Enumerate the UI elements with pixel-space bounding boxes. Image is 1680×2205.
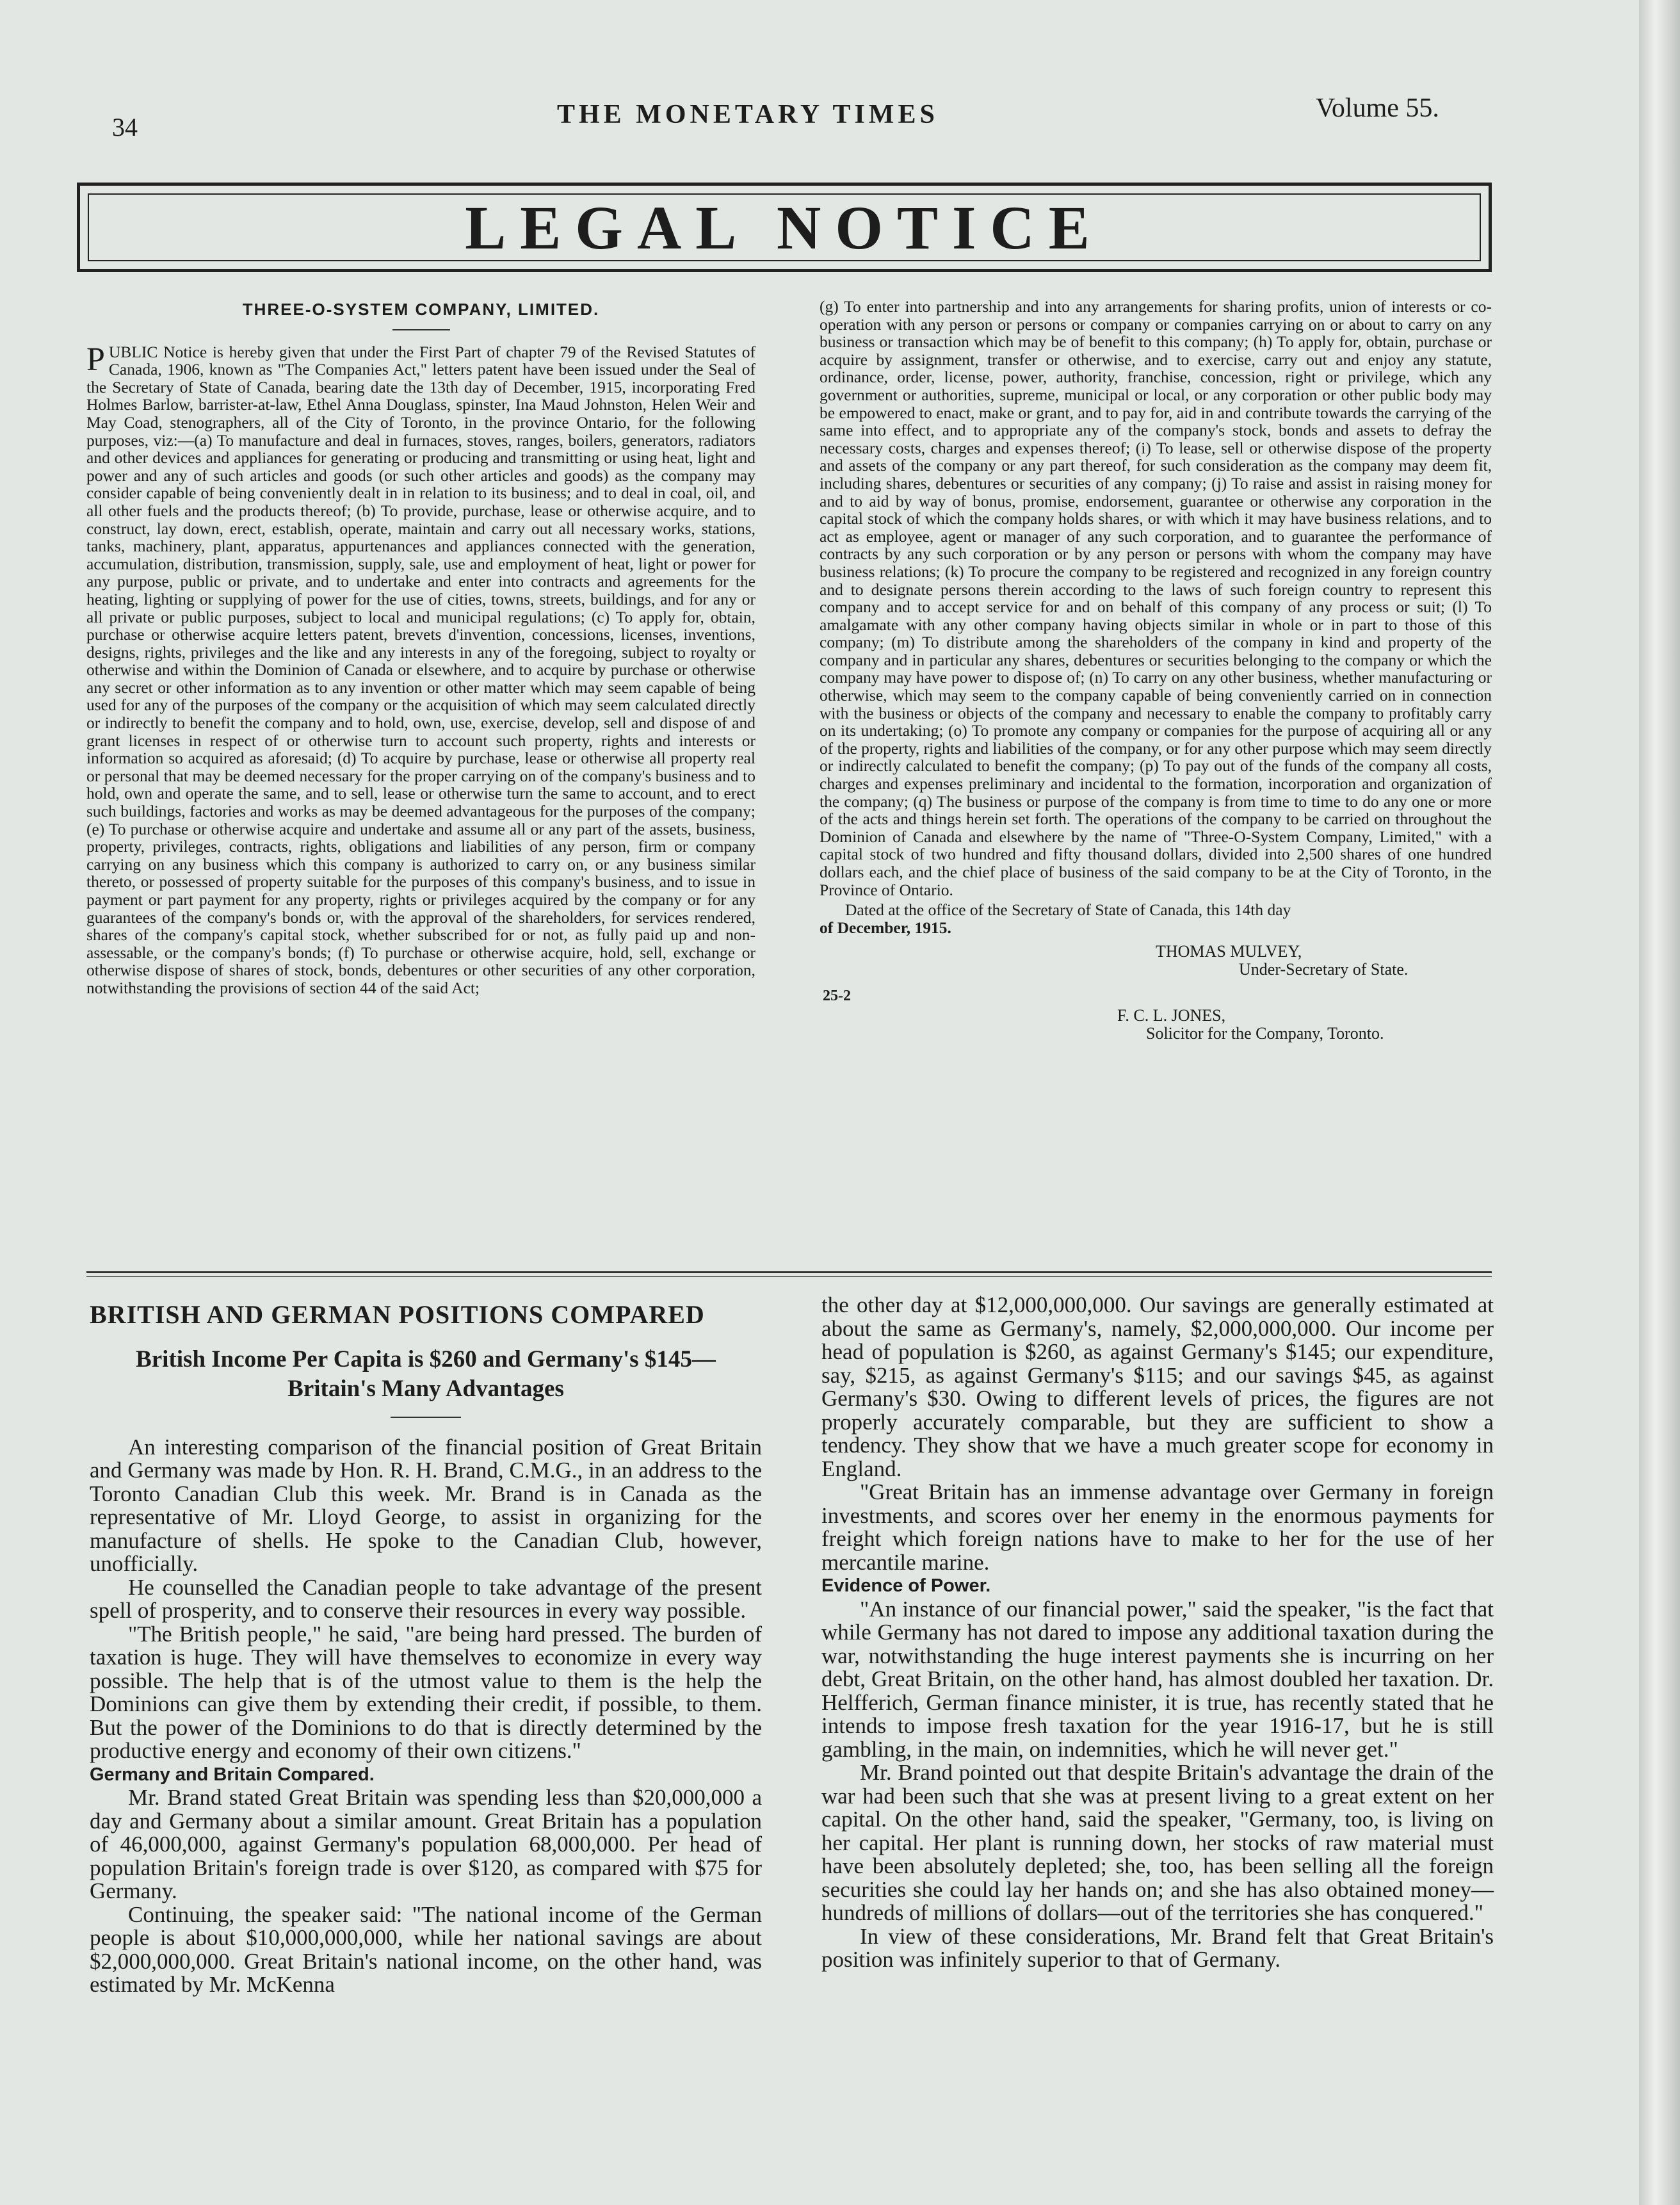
section-heading: Germany and Britain Compared. xyxy=(90,1764,375,1785)
article-paragraph: Mr. Brand stated Great Britain was spending less than $20,000,000 a day and Germany about a similar amount. Great Britain has a population of 46,000,000, against Germany's population 68,000,000. Per head of population Britain's foreign trade is over $120, as compared with $75 for Germany. xyxy=(90,1785,762,1903)
legal-notice-title: LEGAL NOTICE xyxy=(465,193,1104,262)
article-right-column xyxy=(821,1294,1494,1972)
section-divider-thin xyxy=(86,1276,1492,1277)
article-paragraph: the other day at $12,000,000,000. Our savings are generally estimated at about the same as Germany's, namely, $2,000,000,000. Our income per head of population is $260, as against Germany's $145; our expenditure, say, $215, as against Germany's $115; and our savings $45, as against Germany's $30. Owing to different levels of prices, the figures are not properly accurately comparable, but they are sufficient to show a tendency. They show that we have a much greater scope for economy in England. xyxy=(821,1292,1494,1481)
dated-line xyxy=(820,901,1492,936)
page-number: 34 xyxy=(112,113,138,142)
legal-notice-right-column xyxy=(820,298,1492,1064)
article-paragraph: "The British people," he said, "are being hard pressed. The burden of taxation is huge. They will have themselves to economize in every way possible. The help that is of the utmost value to them is the help the Dominions can give them by extending their credit, if possible, to them. But the power of the Dominions to do that is directly determined by the productive energy and economy of their own citizens." xyxy=(90,1621,762,1763)
article-paragraph: In view of these considerations, Mr. Brand felt that Great Britain's position was infinitely superior to that of Germany. xyxy=(821,1923,1494,1972)
signatory-2-title: Solicitor for the Company, Toronto. xyxy=(1146,1024,1384,1043)
volume-label: Volume 55. xyxy=(1316,94,1439,123)
signature-block xyxy=(820,943,1492,1064)
legal-notice-right-text: (g) To enter into partnership and into any arrangements for sharing profits, union of interests or co-operation with any person or persons or company or companies carrying on or about to carry on any business or transaction which may be of benefit to this company; (h) To apply for, obtain, purchase or acquire by assignment, transfer or otherwise, and to exercise, carry out and enjoy any statute, ordinance, order, license, power, authority, franchise, concession, right or privilege, which any government or authorities, supreme, municipal or local, or any corporation or other public body may be empowered to enact, make or grant, and to pay for, aid in and contribute towards the carrying of the same into effect, and to appropriate any of the company's stock, bonds and assets to defray the necessary costs, charges and expenses thereof; (i) To lease, sell or otherwise dispose of the property and assets of the company or any part thereof, for such consideration as the company may deem fit, including shares, debentures or securities of any company; (j) To raise and assist in raising money for and to aid by way of bonus, promise, endorsement, guarantee or otherwise any corporation in the capital stock of which the company holds shares, or with which it may have business relations, and to act as employee, agent or manager of any such corporation, and to guarantee the performance of contracts by any such corporation or by any person or persons with whom the company may have business relations; (k) To procure the company to be registered and recognized in any foreign country and to designate persons therein according to the laws of such foreign country to represent this company and to accept service for and on behalf of this company of any process or suit; (l) To amalgamate with any other company having objects similar in whole or in part to those of this company; (m) To distribute among the shareholders of the company in kind and property of the company and in particular any shares, debentures or securities belonging to the company or which the company may have power to dispose of; (n) To carry on any other business, whether manufacturing or otherwise, which may seem to the company capable of being conveniently carried on in connection with the business or objects of the company and necessary to enable the company to profitably carry on its undertaking; (o) To promote any company or companies for the purpose of acquiring all or any of the property, rights and liabilities of the company, or for any other purpose which may seem directly or indirectly calculated to benefit the company; (p) To pay out of the funds of the company all costs, charges and expenses preliminary and incidental to the formation, incorporation and organization of the company; (q) The business or purpose of the company is from time to time to do any one or more of the acts and things herein set forth. The operations of the company to be carried on throughout the Dominion of Canada and elsewhere by the name of "Three-O-System Company, Limited," with a capital stock of two hundred and fifty thousand dollars, divided into 2,500 shares of one hundred dollars each, and the chief place of business of the said company to be at the City of Toronto, in the Province of Ontario. xyxy=(820,297,1492,899)
legal-notice-banner-frame xyxy=(88,193,1481,261)
running-title: THE MONETARY TIMES xyxy=(557,100,939,129)
company-heading: THREE-O-SYSTEM COMPANY, LIMITED. xyxy=(242,300,600,319)
article-headline: BRITISH AND GERMAN POSITIONS COMPARED xyxy=(90,1300,705,1329)
article-paragraph: "Great Britain has an immense advantage over Germany in foreign investments, and scores over her enemy in the enormous payments for freight which foreign nations have to make to her for the use of her mercantile marine. xyxy=(821,1479,1494,1575)
binding-edge xyxy=(1639,0,1680,2205)
dated-date: of December, 1915. xyxy=(820,918,951,937)
signatory-2-name: F. C. L. JONES, xyxy=(1117,1006,1226,1025)
article-subhead-line-2: Britain's Many Advantages xyxy=(287,1375,564,1402)
article-subhead-line-1: British Income Per Capita is $260 and Germany's $145— xyxy=(136,1346,716,1372)
signatory-1-name: THOMAS MULVEY, xyxy=(1156,942,1302,961)
reference-number: 25-2 xyxy=(823,988,851,1005)
article-paragraph: He counselled the Canadian people to take advantage of the present spell of prosperity, and to conserve their resources in every way possible. xyxy=(90,1574,762,1623)
drop-cap: P xyxy=(86,341,105,378)
article-paragraph: "An instance of our financial power," said the speaker, "is the fact that while Germany has not dared to impose any additional taxation during the war, notwithstanding the huge interest payments she is incurring on her debt, Great Britain, on the other hand, has almost doubled her taxation. Dr. Helfferich, German finance minister, it is true, has recently stated that he intends to impose fresh taxation for the year 1916-17, but he is still gambling, in the main, on indemnities, which he will never get." xyxy=(821,1596,1494,1762)
heading-rule xyxy=(392,329,450,330)
article-subhead xyxy=(90,1345,762,1404)
legal-notice-banner xyxy=(77,183,1492,272)
article-paragraph: An interesting comparison of the financial position of Great Britain and Germany was made by Hon. R. H. Brand, C.M.G., in an address to the Toronto Canadian Club this week. Mr. Brand is in Canada as the representative of Mr. Lloyd George, to assist in organizing for the manufacture of shells. He spoke to the Canadian Club, however, unofficially. xyxy=(90,1434,762,1576)
article-left-column xyxy=(90,1300,762,1997)
article-paragraph: Mr. Brand pointed out that despite Britain's advantage the drain of the war had been such that she was at present living to a great extent on her capital. On the other hand, said the speaker, "Germany, too, is living on her capital. Her plant is running down, her stocks of raw material must have been absolutely depleted; she, too, has been selling all the foreign securities she could lay her hands on; and she has also obtained money—hundreds of millions of dollars—out of the territories she has conquered." xyxy=(821,1760,1494,1925)
subhead-rule xyxy=(391,1417,461,1418)
section-divider xyxy=(86,1271,1492,1273)
section-heading: Evidence of Power. xyxy=(821,1575,991,1596)
legal-notice-left-text: UBLIC Notice is hereby given that under the First Part of chapter 79 of the Revised Statutes of Canada, 1906, known as "The Companies Act," letters patent have been issued under the Seal of the Secretary of State of Canada, bearing date the 13th day of December, 1915, incorporating Fred Holmes Barlow, barrister-at-law, Ethel Anna Douglass, spinster, Ina Maud Johnston, Helen Weir and May Coad, stenographers, all of the City of Toronto, in the province Ontario, for the following purposes, viz:—(a) To manufacture and deal in furnaces, stoves, ranges, boilers, generators, radiators and other devices and appliances for generating or producing and transmitting or using heat, light and power and any of such articles and goods (or such other articles and goods) as the company may consider capable of being conveniently dealt in in relation to its business; and to deal in coal, oil, and all other fuels and the products thereof; (b) To provide, purchase, lease or otherwise acquire, and to construct, lay down, erect, establish, operate, maintain and carry out all necessary works, stations, tanks, machinery, plant, apparatus, appurtenances and appliances connected with the generation, accumulation, distribution, transmission, supply, sale, use and employment of heat, light or power for any purpose, public or private, and to undertake and enter into contracts and agreements for the heating, lighting or supplying of power for the use of cities, towns, streets, buildings, and for any or all private or public purposes, subject to local and municipal regulations; (c) To apply for, obtain, purchase or otherwise acquire letters patent, brevets d'invention, concessions, licenses, inventions, designs, rights, privileges and the like and any interests in any of the foregoing, subject to royalty or otherwise and within the Dominion of Canada or elsewhere, and to acquire by purchase or otherwise any secret or other information as to any invention or other matter which may seem capable of being used for any of the purposes of the company or the acquisition of which may seem calculated directly or indirectly to benefit the company and to hold, own, use, exercise, develop, sell and dispose of and grant licenses in respect of or otherwise turn to account such property, rights and interests or information so acquired as aforesaid; (d) To acquire by purchase, lease or otherwise all property real or personal that may be deemed necessary for the proper carrying on of the company's business and to hold, own and operate the same, and to sell, lease or otherwise turn the same to account, and to erect such buildings, factories and works as may be deemed advantageous for the purposes of the company; (e) To purchase or otherwise acquire and undertake and assume all or any part of the assets, business, property, privileges, contracts, rights, obligations and liabilities of any person, firm or company carrying on any business which this company is authorized to carry on, or any business similar thereto, or possessed of property suitable for the purposes of this company's business, and to issue in payment or part payment for any property, rights or privileges acquired by the company or for any guarantees of the company's bonds or, with the approval of the shareholders, for services rendered, shares of the company's capital stock, whether subscribed for or not, as fully paid up and non-assessable, or the company's bonds; (f) To purchase or otherwise acquire, hold, sell, exchange or otherwise dispose of shares of stock, bonds, debentures or other securities of any other corporation, notwithstanding the provisions of section 44 of the said Act; xyxy=(86,342,755,997)
dated-text: Dated at the office of the Secretary of State of Canada, this 14th day xyxy=(845,900,1291,920)
signatory-1-title: Under-Secretary of State. xyxy=(1239,960,1409,979)
article-paragraph: Continuing, the speaker said: "The national income of the German people is about $10,000,000,000, while her national savings are about $2,000,000,000. Great Britain's national income, on the other hand, was estimated by Mr. McKenna xyxy=(90,1901,762,1997)
legal-notice-body-left xyxy=(86,343,755,997)
legal-notice-left-column xyxy=(86,301,755,997)
page-header xyxy=(0,93,1639,142)
